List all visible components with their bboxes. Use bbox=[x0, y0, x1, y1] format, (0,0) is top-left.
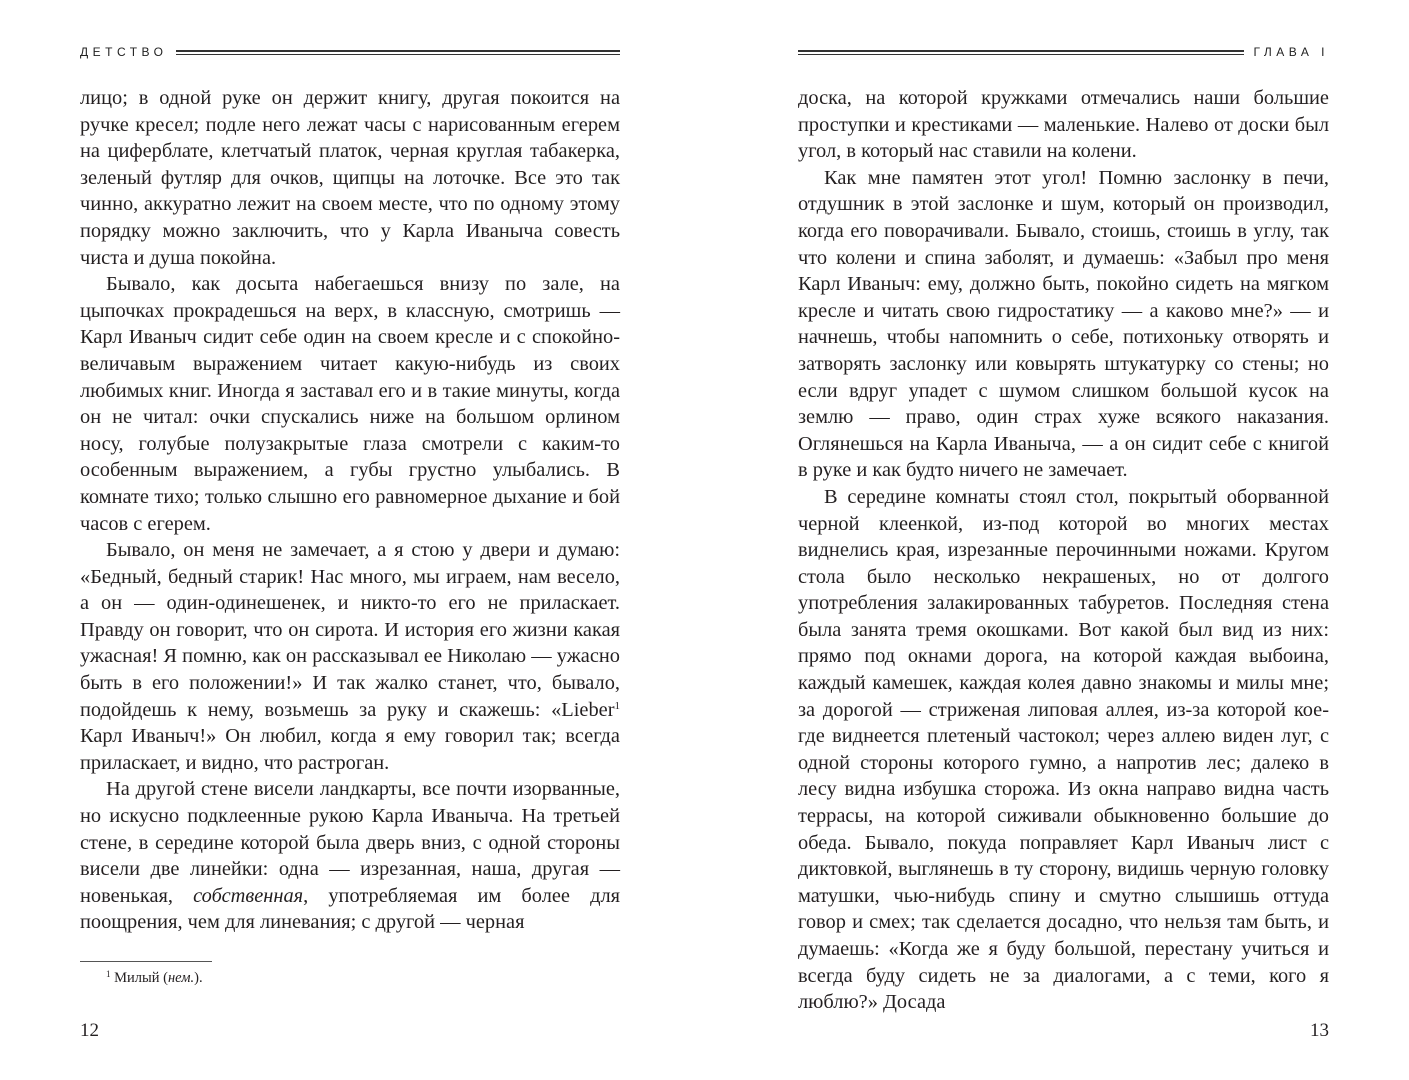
running-head-chapter: ГЛАВА I bbox=[1253, 45, 1329, 59]
footnote-divider bbox=[80, 961, 212, 962]
left-running-header bbox=[80, 42, 620, 62]
footnote bbox=[106, 970, 203, 987]
paragraph-text: Карл Иваныч!» Он любил, когда я ему говорил так; всегда приласкает, и видно, что растроган. bbox=[80, 725, 620, 774]
right-page bbox=[798, 0, 1329, 1080]
left-page-text bbox=[80, 85, 620, 936]
paragraph: В середине комнаты стоял стол, покрытый оборванной черной клеенкой, из-под которой во многих местах виднелись края, изрезанные перочинными ножами. Кругом стола было несколько некрашеных, но от долгого употребления залакированных табуретов. Последняя стена была занята тремя окошками. Вот какой был вид из них: прямо под окнами дорога, на которой каждая выбоина, каждый камешек, каждая колея давно знакомы и милы мне; за дорогой — стриженая липовая аллея, из-за которой кое-где виднеется плетеный частокол; через аллею виден луг, с одной стороны которого гумно, а напротив лес; далеко в лесу видна избушка сторожа. Из окна направо видна часть террасы, на которой сиживали обыкновенно большие до обеда. Бывало, покуда поправляет Карл Иваныч лист с диктовкой, выглянешь в ту сторону, видишь черную головку матушки, чью-нибудь спину и смутно слышишь оттуда говор и смех; так сделается досадно, что нельзя там быть, и думаешь: «Когда же я буду большой, перестану учиться и всегда буду сидеть не за диалогами, а с теми, кого я люблю?» Досада bbox=[798, 485, 1329, 1014]
footnote-italic: нем. bbox=[167, 970, 195, 986]
paragraph: доска, на которой кружками отмечались наши большие проступки и крестиками — маленькие. Налево от доски был угол, в который нас ставили на колени. bbox=[798, 87, 1329, 163]
footnote-text-end: ). bbox=[194, 970, 203, 986]
paragraph bbox=[80, 537, 620, 776]
page-number-left: 12 bbox=[80, 1020, 99, 1041]
paragraph-text: На другой стене висели ландкарты, все почти изорванные, но искусно подклеенные рукою Карла Иваныча. На третьей стене, в середине которой была дверь вниз, с одной стороны висели две линейки: одна — изрезанная, наша, другая — новенькая, bbox=[80, 778, 620, 907]
paragraph: Бывало, как досыта набегаешься внизу по зале, на цыпочках прокрадешься на верх, в классную, смотришь — Карл Иваныч сидит себе один на своем кресле и с спокойно-величавым выражением читает какую-нибудь из своих любимых книг. Иногда я заставал его и в такие минуты, когда он не читал: очки спускались ниже на большом орлином носу, голубые полузакрытые глаза смотрели с каким-то особенным выражением, а губы грустно улыбались. В комнате тихо; только слышно его равномерное дыхание и бой часов с егерем. bbox=[80, 273, 620, 535]
paragraph-text: Бывало, он меня не замечает, а я стою у двери и думаю: «Бедный, бедный старик! Нас много, мы играем, нам весело, а он — один-одинешенек, и никто-то его не приласкает. Правду он говорит, что он сирота. И история его жизни какая ужасная! Я помню, как он рассказывал ее Николаю — ужасно быть в его положении!» И так жалко станет, что, бывало, подойдешь к нему, возьмешь за руку и скажешь: «Lieber bbox=[80, 539, 620, 721]
footnote-mark: 1 bbox=[106, 969, 111, 979]
header-rule bbox=[176, 50, 621, 55]
right-running-header bbox=[798, 42, 1329, 62]
italic-word: собственная bbox=[193, 884, 304, 907]
paragraph-text: , употребляемая им более для поощрения, чем для линевания; с другой — черная bbox=[80, 884, 620, 934]
footnote-reference: 1 bbox=[614, 699, 620, 712]
paragraph bbox=[80, 776, 620, 936]
left-page bbox=[80, 0, 620, 1080]
footnote-text: Милый ( bbox=[114, 970, 168, 986]
paragraph: Как мне памятен этот угол! Помню заслонку в печи, отдушник в этой заслонке и шум, который он производил, когда его поворачивали. Бывало, стоишь, стоишь в углу, так что колени и спина заболят, и думаешь: «Забыл про меня Карл Иваныч: ему, должно быть, покойно сидеть на мягком кресле и читать свою гидростатику — а каково мне?» — и начнешь, чтобы напомнить о себе, потихоньку отворять и затворять заслонку или ковырять штукатурку со стены; но если вдруг упадет с шумом слишком большой кусок на землю — право, один страх хуже всякого наказания. Оглянешься на Карла Иваныча, — а он сидит себе с книгой в руке и как будто ничего не замечает. bbox=[798, 166, 1329, 482]
running-head-title: ДЕТСТВО bbox=[80, 45, 168, 59]
paragraph: лицо; в одной руке он держит книгу, другая покоится на ручке кресел; подле него лежат часы с нарисованным егерем на циферблате, клетчатый платок, черная круглая табакерка, зеленый футляр для очков, щипцы на лоточке. Все это так чинно, аккуратно лежит на своем месте, что по одному этому порядку можно заключить, что у Карла Иваныча совесть чиста и душа покойна. bbox=[80, 87, 620, 269]
page-number-right: 13 bbox=[1310, 1020, 1329, 1041]
right-page-text bbox=[798, 85, 1329, 1016]
header-rule bbox=[798, 50, 1244, 55]
